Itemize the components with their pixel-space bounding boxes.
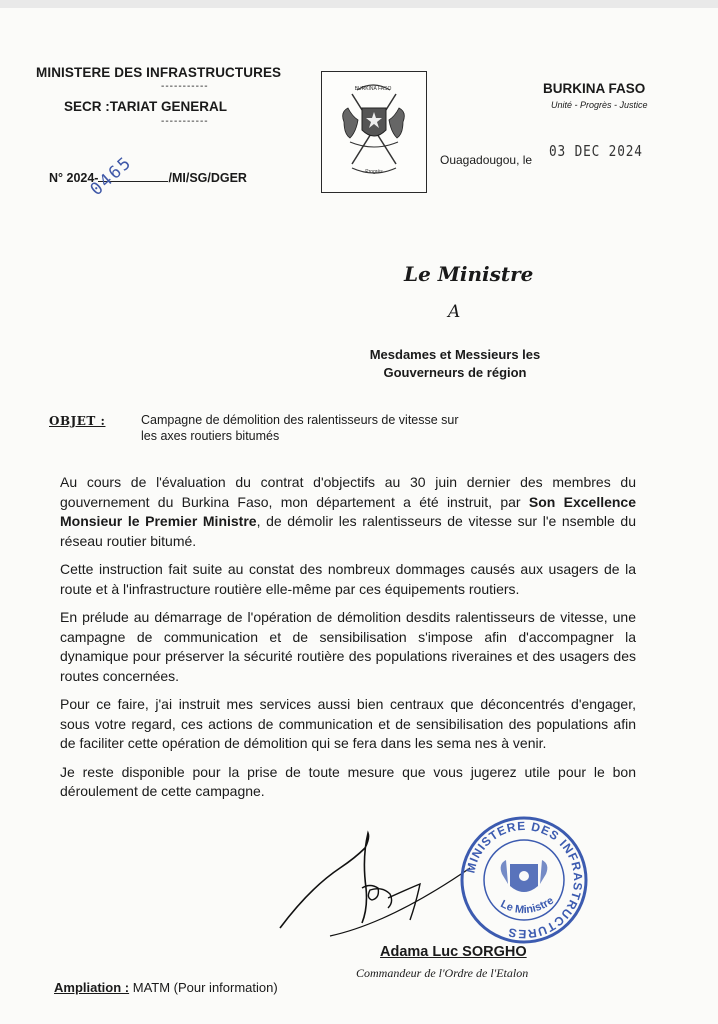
recipient-line2: Gouverneurs de région (383, 365, 527, 380)
crest-bottom-text: Progrès (365, 169, 383, 175)
subject-line2: les axes routiers bitumés (141, 429, 280, 443)
to-marker: A (448, 302, 461, 322)
body-paragraph-1 (60, 473, 636, 551)
recipient-line1: Mesdames et Messieurs les (369, 347, 541, 362)
ampliation-label: Ampliation : (54, 980, 130, 995)
subject-label: OBJET : (49, 414, 106, 428)
reference-prefix: N° 2024- (49, 171, 99, 185)
seal-bottom-text: Le Ministre (498, 894, 556, 917)
reference-number-stamp: 0465 (86, 152, 137, 200)
ampliation-line (54, 980, 278, 995)
handwritten-signature (270, 828, 470, 938)
body-paragraph-3: En prélude au démarrage de l'opération de démolition desdits ralentisseurs de vitesse, une campagne de communication et de sensibilisation s'impose afin d'accompagner la dynamique pour préserver la sécurité routière des populations riveraines et des usagers des routes concernées. (60, 609, 636, 684)
letter-page (0, 8, 718, 1024)
paragraph-emphasis: Son Excellence Monsieur le Premier Ministre (60, 493, 637, 529)
subject-text (141, 412, 521, 444)
signatory-name: Adama Luc SORGHO (380, 944, 527, 960)
letter-body (60, 473, 636, 811)
secretariat-name: SECR :TARIAT GENERAL (64, 99, 227, 114)
body-paragraph-4: Pour ce faire, j'ai instruit mes services aussi bien centraux que déconcentrés d'engager, sous votre regard, ces actions de communication et de sensibilisation des populations afin de faciliter cette opération de démolition qui se fera dans les sema nes à venir. (60, 696, 636, 751)
reference-suffix: /MI/SG/DGER (168, 171, 247, 185)
recipient-block (330, 346, 580, 382)
ministry-name: MINISTERE DES INFRASTRUCTURES (36, 65, 282, 80)
paragraph-text: , de démolir les ralentisseurs de vitesse sur l'e nsemble du réseau routier bitumé. (60, 513, 636, 549)
paragraph-text: Au cours de l'évaluation du contrat d'objectifs au 30 juin dernier des membres du gouvernement du Burkina Faso, mon département a été instruit, par (60, 474, 636, 510)
coat-of-arms-emblem (321, 71, 427, 193)
date-stamp: 03 DEC 2024 (549, 142, 643, 160)
separator-line: ----------- (161, 116, 209, 127)
coat-of-arms-icon (322, 72, 425, 191)
ampliation-value: MATM (Pour information) (132, 980, 278, 995)
separator-line: ----------- (161, 81, 209, 92)
body-paragraph-2: Cette instruction fait suite au constat des nombreux dommages causés aux usagers de la route et à l'infrastructure routière elle-même par ces équipements routiers. (60, 561, 636, 597)
reference-number (49, 171, 247, 185)
ministry-seal-stamp (458, 814, 590, 946)
sender-title: Le Ministre (404, 262, 534, 286)
signatory-title: Commandeur de l'Ordre de l'Etalon (356, 966, 529, 980)
seal-emblem-icon (501, 860, 548, 892)
country-motto: Unité - Progrès - Justice (551, 100, 648, 110)
seal-ring-text: MINISTERE DES INFRASTRUCTURES (463, 818, 586, 942)
place-label: Ouagadougou, le (440, 153, 533, 167)
crest-top-text: BURKINA FASO (354, 86, 392, 92)
country-name: BURKINA FASO (543, 81, 646, 96)
subject-line1: Campagne de démolition des ralentisseurs de vitesse sur (141, 413, 459, 427)
body-paragraph-5: Je reste disponible pour la prise de toute mesure que vous jugerez utile pour le bon déroulement de cette campagne. (60, 763, 636, 799)
